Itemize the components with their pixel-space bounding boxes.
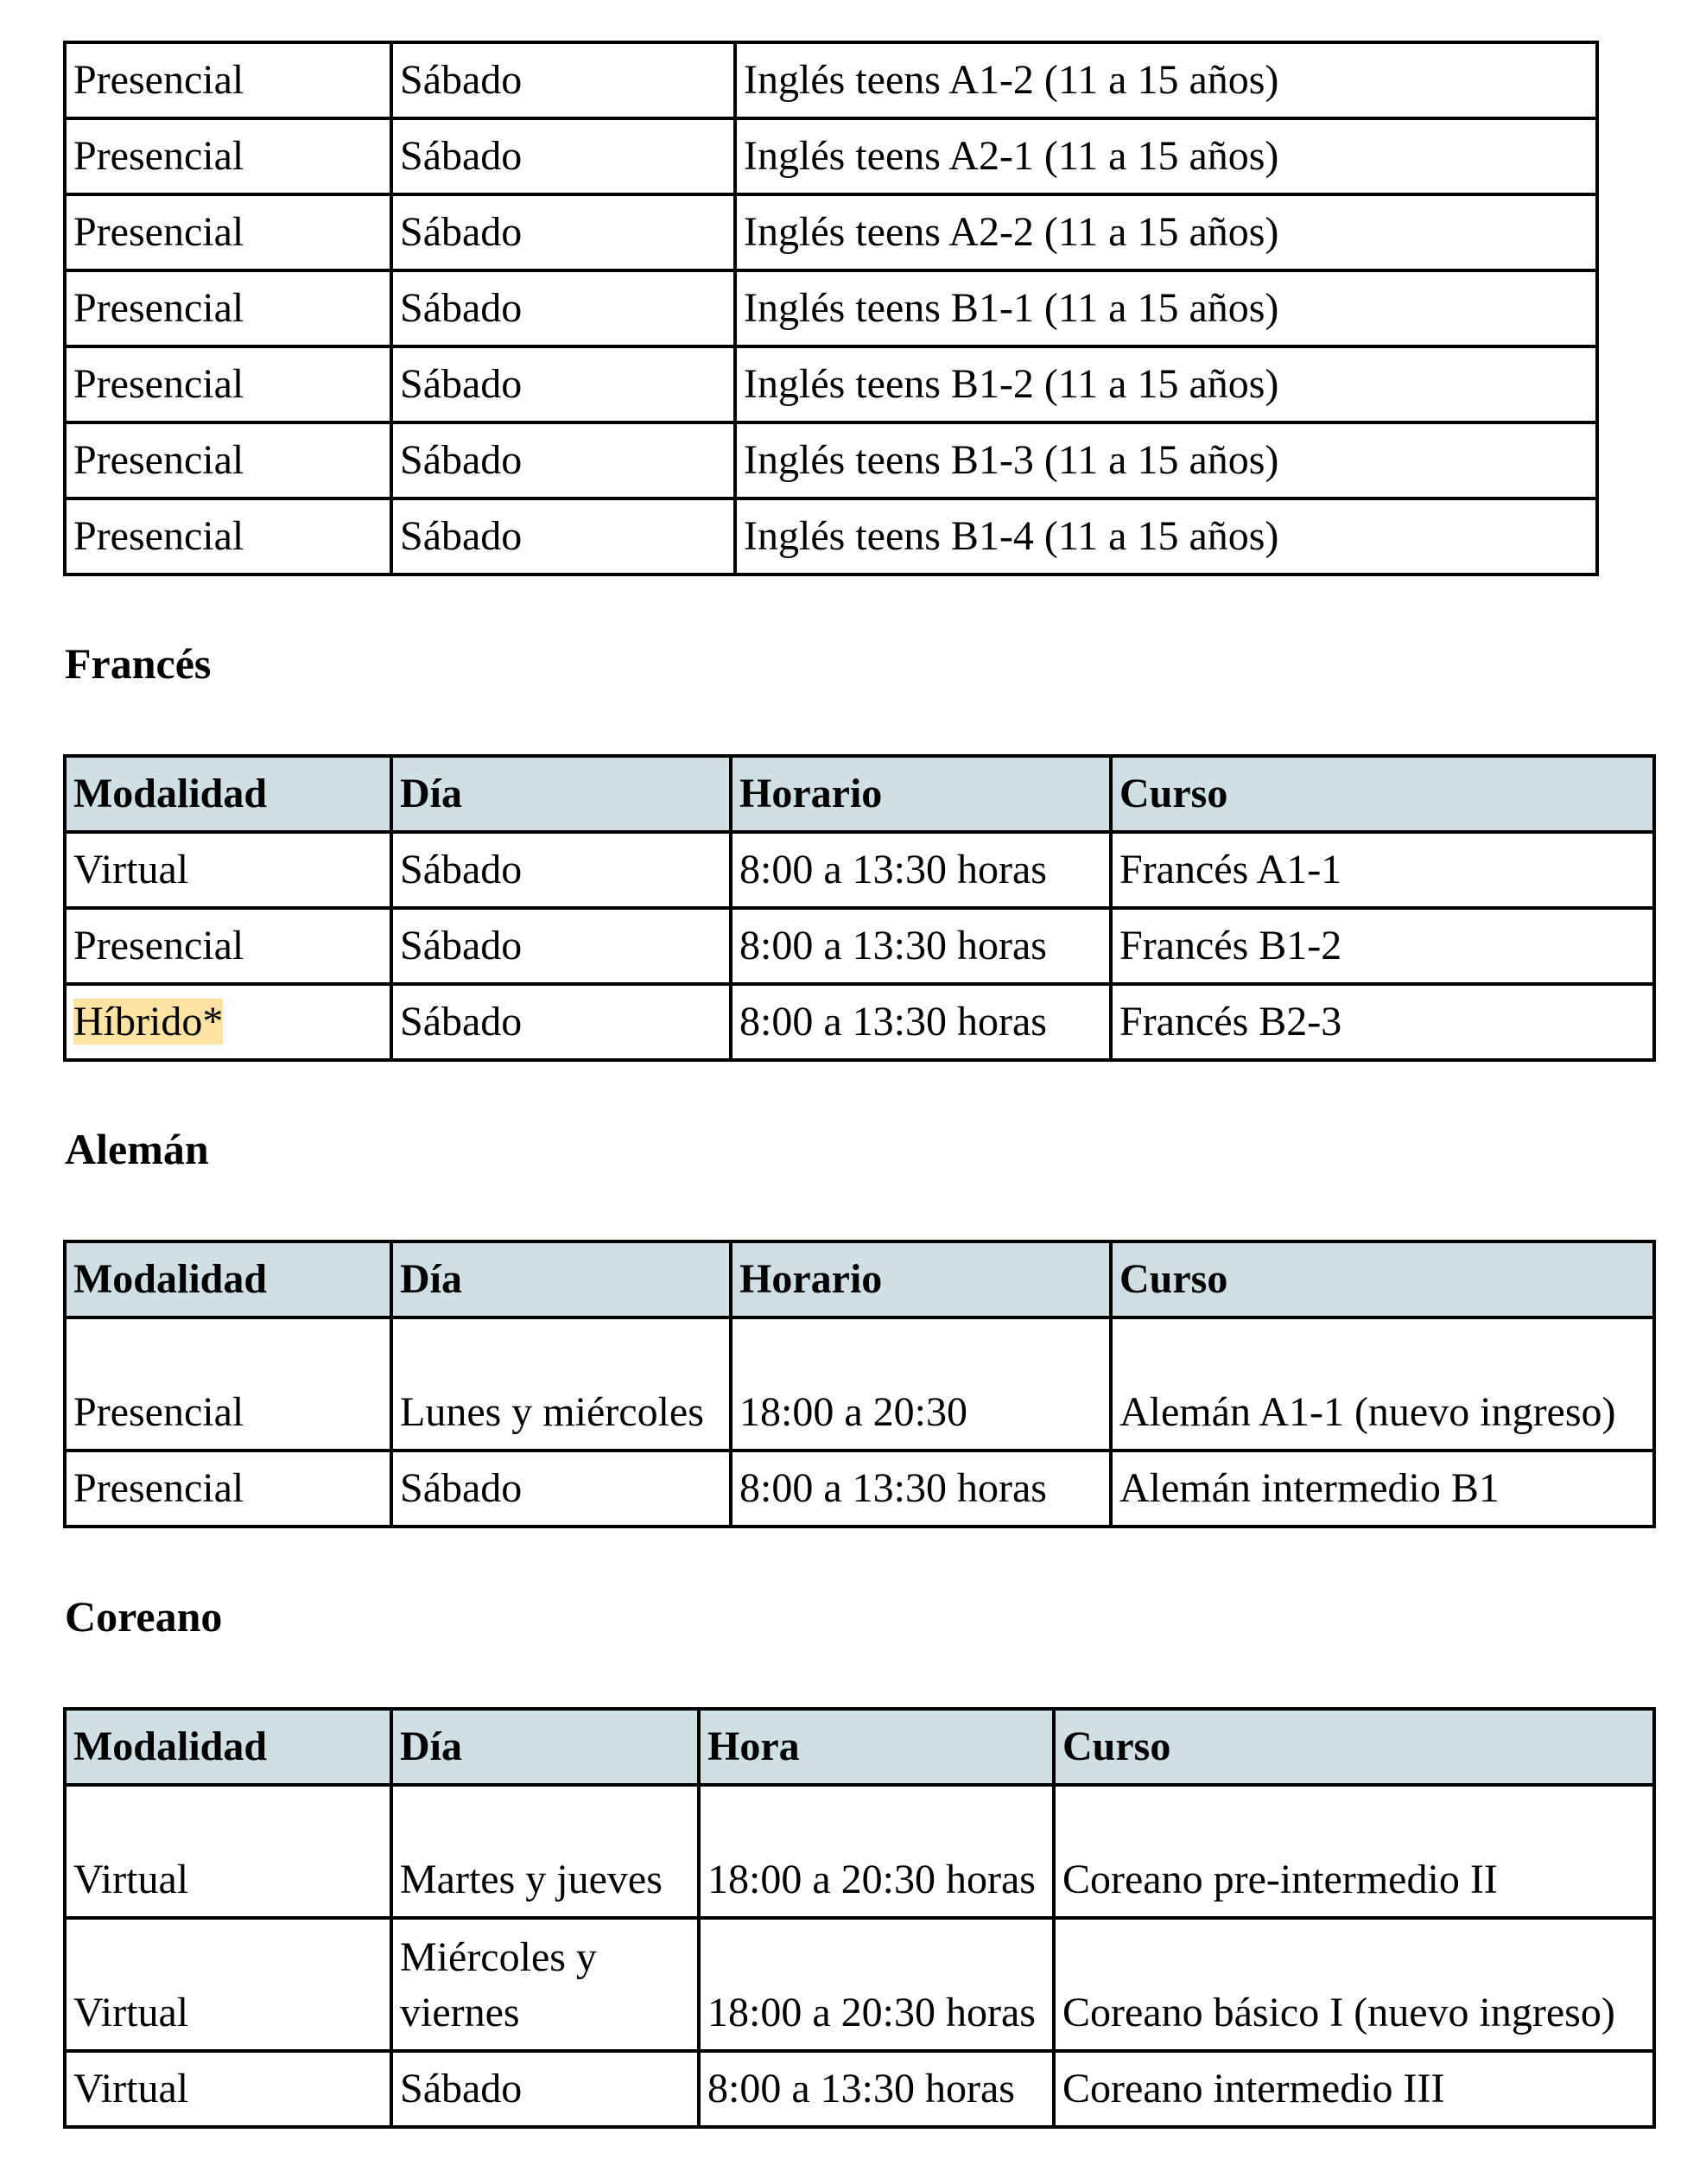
table-row <box>65 2051 1654 2127</box>
course-cell: Inglés teens A2-1 (11 a 15 años) <box>735 118 1597 194</box>
table-header-row <box>65 756 1654 832</box>
course-cell: Inglés teens A1-2 (11 a 15 años) <box>735 42 1597 118</box>
header-day: Día <box>391 756 731 832</box>
english-teens-table <box>63 41 1599 576</box>
korean-table <box>63 1707 1656 2129</box>
modality-cell: Virtual <box>65 832 391 908</box>
modality-cell: Presencial <box>65 1317 391 1451</box>
course-cell: Coreano intermedio III <box>1054 2051 1654 2127</box>
header-day: Día <box>391 1241 731 1317</box>
header-day: Día <box>391 1709 699 1785</box>
course-cell: Coreano pre-intermedio II <box>1054 1785 1654 1918</box>
modality-cell: Presencial <box>65 118 391 194</box>
day-cell: Sábado <box>391 832 731 908</box>
course-cell: Alemán intermedio B1 <box>1111 1451 1654 1527</box>
header-course: Curso <box>1054 1709 1654 1785</box>
day-cell: Sábado <box>391 118 735 194</box>
time-cell: 8:00 a 13:30 horas <box>699 2051 1054 2127</box>
table-row <box>65 194 1597 270</box>
course-cell: Coreano básico I (nuevo ingreso) <box>1054 1918 1654 2051</box>
schedule-cell: 8:00 a 13:30 horas <box>731 832 1111 908</box>
table-row <box>65 346 1597 422</box>
section-title-german: Alemán <box>65 1125 209 1173</box>
course-cell: Inglés teens B1-2 (11 a 15 años) <box>735 346 1597 422</box>
day-cell: Sábado <box>391 346 735 422</box>
course-cell: Inglés teens B1-3 (11 a 15 años) <box>735 422 1597 498</box>
table-row <box>65 908 1654 984</box>
time-cell: 18:00 a 20:30 horas <box>699 1918 1054 2051</box>
course-cell: Francés B2-3 <box>1111 984 1654 1060</box>
day-cell: Sábado <box>391 270 735 346</box>
day-cell: Lunes y miércoles <box>391 1317 731 1451</box>
header-time: Hora <box>699 1709 1054 1785</box>
modality-cell: Presencial <box>65 270 391 346</box>
header-course: Curso <box>1111 1241 1654 1317</box>
table-row <box>65 498 1597 575</box>
day-cell: Sábado <box>391 42 735 118</box>
modality-cell: Virtual <box>65 2051 391 2127</box>
modality-cell: Virtual <box>65 1785 391 1918</box>
day-cell: Sábado <box>391 194 735 270</box>
schedule-cell: 18:00 a 20:30 <box>731 1317 1111 1451</box>
table-row <box>65 422 1597 498</box>
course-cell: Alemán A1-1 (nuevo ingreso) <box>1111 1317 1654 1451</box>
course-cell: Inglés teens B1-1 (11 a 15 años) <box>735 270 1597 346</box>
table-row <box>65 1918 1654 2051</box>
day-cell: Sábado <box>391 422 735 498</box>
schedule-cell: 8:00 a 13:30 horas <box>731 984 1111 1060</box>
day-cell: Sábado <box>391 908 731 984</box>
header-schedule: Horario <box>731 1241 1111 1317</box>
table-row <box>65 118 1597 194</box>
table-row <box>65 1317 1654 1451</box>
modality-cell: Presencial <box>65 908 391 984</box>
day-cell: Sábado <box>391 498 735 575</box>
course-cell: Francés A1-1 <box>1111 832 1654 908</box>
time-cell: 18:00 a 20:30 horas <box>699 1785 1054 1918</box>
modality-cell: Presencial <box>65 498 391 575</box>
day-cell: Sábado <box>391 2051 699 2127</box>
table-row <box>65 42 1597 118</box>
schedule-cell: 8:00 a 13:30 horas <box>731 1451 1111 1527</box>
section-title-korean: Coreano <box>65 1592 223 1641</box>
table-row <box>65 832 1654 908</box>
modality-cell: Presencial <box>65 42 391 118</box>
day-cell: Sábado <box>391 1451 731 1527</box>
modality-cell <box>65 984 391 1060</box>
table-row <box>65 984 1654 1060</box>
table-row <box>65 1451 1654 1527</box>
header-modality: Modalidad <box>65 1709 391 1785</box>
highlighted-modality: Híbrido* <box>73 999 224 1044</box>
modality-cell: Presencial <box>65 194 391 270</box>
schedule-cell: 8:00 a 13:30 horas <box>731 908 1111 984</box>
header-schedule: Horario <box>731 756 1111 832</box>
day-cell: Sábado <box>391 984 731 1060</box>
day-cell: Martes y jueves <box>391 1785 699 1918</box>
course-cell: Inglés teens B1-4 (11 a 15 años) <box>735 498 1597 575</box>
modality-cell: Presencial <box>65 422 391 498</box>
modality-cell: Virtual <box>65 1918 391 2051</box>
course-cell: Francés B1-2 <box>1111 908 1654 984</box>
day-cell: Miércoles y viernes <box>391 1918 699 2051</box>
table-row <box>65 1785 1654 1918</box>
header-course: Curso <box>1111 756 1654 832</box>
header-modality: Modalidad <box>65 1241 391 1317</box>
header-modality: Modalidad <box>65 756 391 832</box>
table-row <box>65 270 1597 346</box>
table-header-row <box>65 1709 1654 1785</box>
french-table <box>63 754 1656 1062</box>
section-title-french: Francés <box>65 639 212 688</box>
german-table <box>63 1240 1656 1528</box>
modality-cell: Presencial <box>65 346 391 422</box>
table-header-row <box>65 1241 1654 1317</box>
modality-cell: Presencial <box>65 1451 391 1527</box>
course-cell: Inglés teens A2-2 (11 a 15 años) <box>735 194 1597 270</box>
